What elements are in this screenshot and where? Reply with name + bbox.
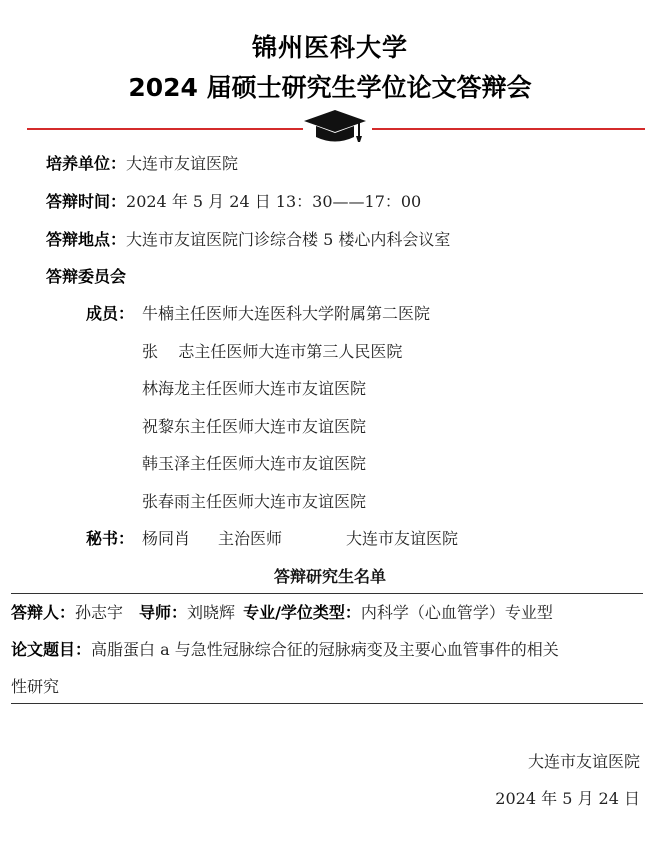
time-value: 2024 年 5 月 24 日 13：30——17：00 — [126, 192, 422, 211]
committee-member: 林海龙主任医师大连市友谊医院 — [142, 379, 367, 398]
degree-label: 专业/学位类型： — [243, 603, 361, 622]
committee-member: 张春雨主任医师大连市友谊医院 — [142, 492, 367, 511]
thesis-label: 论文题目： — [11, 640, 92, 659]
thesis-title-continued: 性研究 — [11, 677, 60, 696]
student-list-heading: 答辩研究生名单 — [273, 567, 386, 586]
degree-value: 内科学（心血管学）专业型 — [360, 603, 553, 622]
secretary-name: 杨同肖 — [142, 529, 191, 548]
place-label: 答辩地点： — [46, 230, 127, 249]
unit-label: 培养单位： — [46, 154, 127, 173]
footer-date: 2024 年 5 月 24 日 — [495, 789, 640, 808]
student-name: 孙志宇 — [75, 603, 124, 622]
secretary-title: 主治医师 — [218, 529, 283, 548]
committee-member: 张 志主任医师大连市第三人民医院 — [142, 342, 403, 361]
event-title: 2024 届硕士研究生学位论文答辩会 — [128, 73, 532, 102]
place-value: 大连市友谊医院门诊综合楼 5 楼心内科会议室 — [126, 230, 451, 249]
secretary-org: 大连市友谊医院 — [346, 529, 459, 548]
committee-member: 祝黎东主任医师大连市友谊医院 — [142, 417, 367, 436]
advisor-label: 导师： — [139, 603, 188, 622]
unit-row — [46, 153, 238, 175]
thesis-title: 高脂蛋白 a 与急性冠脉综合征的冠脉病变及主要心血管事件的相关 — [91, 640, 559, 659]
committee-member: 韩玉泽主任医师大连市友谊医院 — [142, 454, 367, 473]
student-row — [11, 602, 553, 624]
committee-heading: 答辩委员会 — [46, 267, 127, 286]
time-row — [46, 191, 421, 213]
committee-member: 牛楠主任医师大连医科大学附属第二医院 — [142, 304, 431, 323]
unit-value: 大连市友谊医院 — [126, 154, 239, 173]
place-row — [46, 229, 450, 251]
left-divider — [27, 128, 303, 130]
graduation-cap-icon — [302, 106, 368, 146]
list-top-rule — [11, 593, 643, 594]
university-title: 锦州医科大学 — [251, 33, 408, 62]
members-label: 成员： — [86, 304, 135, 323]
thesis-row — [11, 639, 559, 661]
secretary-label: 秘书： — [86, 529, 135, 548]
footer-org: 大连市友谊医院 — [527, 752, 640, 771]
right-divider — [372, 128, 645, 130]
student-label: 答辩人： — [11, 603, 76, 622]
advisor-name: 刘晓辉 — [187, 603, 236, 622]
list-bottom-rule — [11, 703, 643, 704]
time-label: 答辩时间： — [46, 192, 127, 211]
